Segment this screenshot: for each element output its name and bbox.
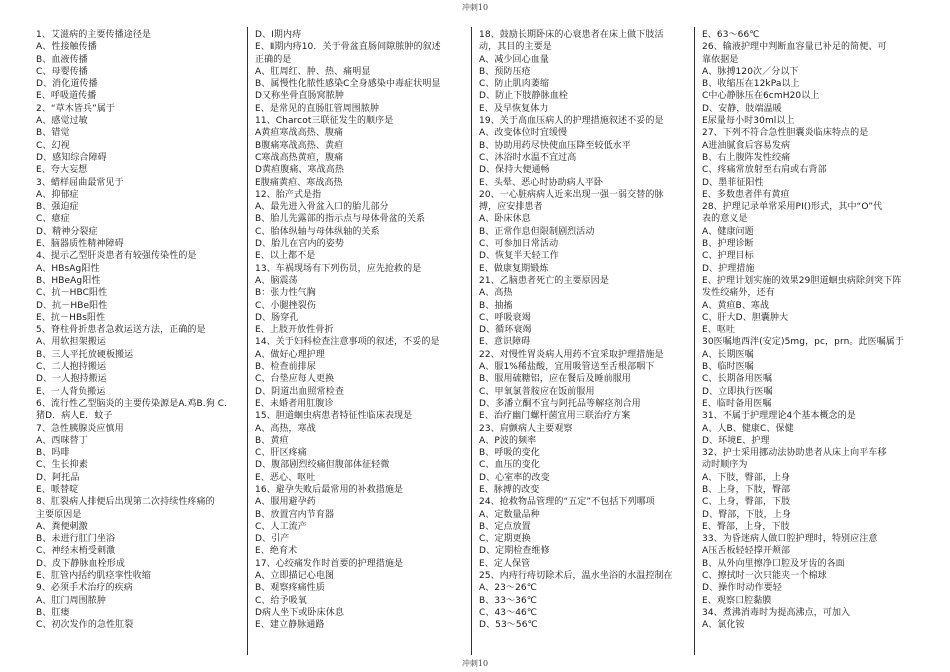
page-header: 冲刺10 xyxy=(461,3,489,12)
text-line: C、上身，臀部，下肢 xyxy=(702,497,791,508)
text-line: 16、避孕失败后最常用的补救措施是 xyxy=(255,484,404,495)
text-line: B、服用硫糖铝，应在餐后及睡前服用 xyxy=(479,374,631,385)
text-line: C、防止肌肉萎缩 xyxy=(479,79,550,90)
text-line: A、立即描记心电图 xyxy=(255,571,335,582)
text-line: A、氯化铵 xyxy=(702,620,745,631)
text-line: C、胎体纵轴与母体纵轴的关系 xyxy=(255,226,380,237)
text-line: D、53～56℃ xyxy=(479,620,538,631)
text-line: B、33～36℃ xyxy=(479,595,537,606)
text-line: 19、关于高血压病人的护理措施叙述不妥的是 xyxy=(479,116,664,127)
text-line: E、恶心、呕吐 xyxy=(255,472,316,483)
text-line: C、小腿挫裂伤 xyxy=(255,300,316,311)
text-line: B、错觉 xyxy=(36,128,70,139)
text-line: A、做好心理护理 xyxy=(255,349,325,360)
text-line: D、心室率的改变 xyxy=(479,472,550,483)
text-line: D、臀部，下肢，上身 xyxy=(702,509,791,520)
text-line: C、擦拭时一次只能夹一个棉球 xyxy=(702,571,827,582)
text-line: 猪D．病人E．蚊子 xyxy=(36,411,113,422)
text-line: A、长期医嘱 xyxy=(702,349,754,360)
text-line: E、定人保管 xyxy=(479,558,531,569)
text-line: B、吗啡 xyxy=(36,448,70,459)
text-line: 25、内痔行痔切除术后，温水坐浴的水温控制在 xyxy=(479,571,673,582)
text-line: C、呼吸衰竭 xyxy=(479,312,531,323)
text-line: D、抗－HBe阳性 xyxy=(36,300,108,311)
text-line: B、临时医嘱 xyxy=(702,362,754,373)
text-line: E、护理计划实施的效果29胆道蛔虫病除剑突下阵 xyxy=(702,275,902,286)
text-line: E、臀部，上身，下肢 xyxy=(702,521,790,532)
text-line: 31、不属于护理理论4个基本概念的是 xyxy=(702,411,856,422)
text-line: A压舌板轻轻撑开颊部 xyxy=(702,546,791,557)
text-line: 8、肛裂病人排便后出现第二次持续性疼痛的 xyxy=(36,497,215,508)
text-line: 9、必须手术治疗的疾病 xyxy=(36,583,133,594)
text-line: C、定期更换 xyxy=(479,534,531,545)
text-line: 搏，应安排患者 xyxy=(479,202,543,213)
text-line: A、下肢，臀部，上身 xyxy=(702,472,791,483)
text-line: E、肛管内括约肌痉挛性收缩 xyxy=(36,571,151,582)
text-line: E、以上都不是 xyxy=(255,251,316,262)
text-line: D、防止下肢静脉血栓 xyxy=(479,91,568,102)
text-line: 32、护士采用挪动法协助患者从床上向平车移 xyxy=(702,448,887,459)
text-line: A、最先进入骨盆入口的胎儿部分 xyxy=(255,202,389,213)
text-line: B、未进行肛门坐浴 xyxy=(36,534,116,545)
text-line: 靠依据是 xyxy=(702,54,739,65)
text-line: E、哌替啶 xyxy=(36,484,79,495)
text-line: B、收缩压在12kPa以上 xyxy=(702,79,800,90)
text-line: C、血压的变化 xyxy=(479,460,540,471)
text-line: A、感觉过敏 xyxy=(36,116,88,127)
text-line: E、治疗幽门螺杆菌宜用三联治疗方案 xyxy=(479,411,631,422)
text-line: C、可参加日常活动 xyxy=(479,239,559,250)
text-line: D、感知综合障碍 xyxy=(36,152,107,163)
text-line: E、Ⅱ期内痔10．关于骨盆直肠间隙脓肿的叙述 xyxy=(255,42,441,53)
text-line: 14、关于妇科检查注意事项的叙述，不妥的是 xyxy=(255,337,440,348)
text-line: 26、输液护理中判断血容量已补足的简便、可 xyxy=(702,42,887,53)
text-line: 17、心绞痛发作时首要的护理措施是 xyxy=(255,558,404,569)
text-line: B、定点放置 xyxy=(479,521,531,532)
text-line: D、阴道出血照常检查 xyxy=(255,386,344,397)
text-line: B腹痛寒战高热、黄疸 xyxy=(255,140,344,151)
text-line: A进油腻食后容易发病 xyxy=(702,140,791,151)
text-line: B、黄疸 xyxy=(255,435,289,446)
text-line: 发性绞痛外，还有 xyxy=(702,288,775,299)
text-line: D、腹部剧烈绞痛但腹部体征轻微 xyxy=(255,460,390,471)
text-line: E、63～66℃ xyxy=(702,30,760,40)
text-line: A、服用避孕药 xyxy=(255,497,316,508)
text-line: D、操作时动作要轻 xyxy=(702,583,782,594)
text-line: 33、为昏迷病人做口腔护理时，特别应注意 xyxy=(702,534,878,545)
text-line: A、性接触传播 xyxy=(36,42,97,53)
text-line: B、胎儿先露部的指示点与母体骨盆的关系 xyxy=(255,214,426,225)
text-line: D、护理措施 xyxy=(702,263,755,274)
text-line: E、建立静脉通路 xyxy=(255,620,325,631)
text-line: E、头晕、恶心时协助病人平卧 xyxy=(479,177,604,188)
text-line: 3、蜡样屈曲最常见于 xyxy=(36,177,124,188)
text-line: 动时顺序为 xyxy=(702,460,748,471)
text-line: D、保持大便通畅 xyxy=(479,165,550,176)
text-line: C、护理目标 xyxy=(702,251,754,262)
text-line: A、高热 xyxy=(479,288,513,299)
text-line: C、肝大D、胆囊肿大 xyxy=(702,312,789,323)
text-line: B、护理诊断 xyxy=(702,239,754,250)
text-line: D、消化道传播 xyxy=(36,79,98,90)
text-line: C、43～46℃ xyxy=(479,607,538,618)
text-line: 15、胆道蛔虫病患者特征性临床表现是 xyxy=(255,411,413,422)
text-line: D又称坐骨直肠窝脓肿 xyxy=(255,91,344,102)
text-line: D、墨菲征阳性 xyxy=(702,177,764,188)
text-line: B、从外向里擦净口腔及牙齿的各面 xyxy=(702,558,845,569)
text-line: E、呼吸道传播 xyxy=(36,91,97,102)
text-line: B、上身，下肢，臀部 xyxy=(702,484,791,495)
column-1 xyxy=(36,29,264,653)
text-line: E、上肢开放性骨折 xyxy=(255,325,334,336)
text-line: C、初次发作的急性肛裂 xyxy=(36,620,134,631)
text-line: C、疼痛常放射至右肩或右背部 xyxy=(702,165,827,176)
text-line: A、西咪替丁 xyxy=(36,435,88,446)
text-line: C、沐浴时水温不宜过高 xyxy=(479,152,577,163)
text-line: C、人工流产 xyxy=(255,521,307,532)
text-line: B、协助用药尽快使血压降至较低水平 xyxy=(479,140,631,151)
text-line: A、黄疸B、寒战 xyxy=(702,300,770,311)
text-line: E腹痛黄疸、寒战高热 xyxy=(255,177,343,188)
text-line: 22、对慢性胃炎病人用药不宜采取护理措施是 xyxy=(479,349,664,360)
text-line: C、长期备用医嘱 xyxy=(702,374,773,385)
column-2 xyxy=(255,29,483,653)
text-line: D、恢复半天轻工作 xyxy=(479,251,559,262)
text-line: B、抽搐 xyxy=(479,300,513,311)
text-line: 24、抢救物品管理的“五定”不包括下列哪项 xyxy=(479,497,655,508)
text-line: E、抗－HBs阳性 xyxy=(36,312,106,323)
text-line: B、血液传播 xyxy=(36,54,88,65)
text-line: C、甲氧氯普胺应在饭前服用 xyxy=(479,386,595,397)
text-line: B、放置宫内节育器 xyxy=(255,509,335,520)
text-line: A、健康问题 xyxy=(702,226,754,237)
text-line: 18、鼓励长期卧床的心衰患者在床上做下肢活 xyxy=(479,30,664,40)
text-line: D、循环衰竭 xyxy=(479,325,532,336)
text-line: B、观察疼痛性质 xyxy=(255,583,325,594)
text-line: 正确的是 xyxy=(255,54,292,65)
text-line: D、精神分裂症 xyxy=(36,226,98,237)
text-line: 27、下列不符合急性胆囊炎临床特点的是 xyxy=(702,128,869,139)
text-line: B：张力性气胸 xyxy=(255,288,316,299)
text-line: C、给予吸氧 xyxy=(255,595,307,606)
text-line: 表的意义是 xyxy=(702,214,748,225)
text-line: 21、乙脑患者死亡的主要原因是 xyxy=(479,275,609,286)
text-line: E、一人背负搬运 xyxy=(36,386,106,397)
text-line: C、母婴传播 xyxy=(36,66,88,77)
text-line: A、高热，寒战 xyxy=(255,423,316,434)
text-line: C、生长抑素 xyxy=(36,460,88,471)
text-line: 12、胎产式是指 xyxy=(255,189,322,200)
text-line: C、神经末梢受刺激 xyxy=(36,546,116,557)
column-3 xyxy=(479,29,707,653)
text-line: E、观察口腔黏膜 xyxy=(702,595,772,606)
text-line: A、改变体位时宜缓慢 xyxy=(479,128,568,139)
text-line: E、脉搏的改变 xyxy=(479,484,540,495)
text-line: D、一人抱持搬运 xyxy=(36,374,107,385)
text-line: 2、“草木皆兵”属于 xyxy=(36,103,116,114)
text-line: B、右上腹阵发性绞痛 xyxy=(702,152,791,163)
text-line: D、安静，肢端温暖 xyxy=(702,103,782,114)
text-line: 7、急性胰腺炎应慎用 xyxy=(36,423,124,434)
text-line: 4、提示乙型肝炎患者有较强传染性的是 xyxy=(36,251,197,262)
text-line: A、脉搏120次／分以下 xyxy=(702,66,799,77)
text-line: D黄疸腹痛、寒战高热 xyxy=(255,165,344,176)
text-line: 20、一心脏病病人近来出现一强一弱交替的脉 xyxy=(479,189,664,200)
text-line: C中心静脉压在6cmH20以上 xyxy=(702,91,820,102)
text-line: C、二人抱持搬运 xyxy=(36,362,107,373)
text-line: D、定期检查维修 xyxy=(479,546,550,557)
text-line: A、肛门周围脓肿 xyxy=(36,595,106,606)
text-line: 11、Charcot三联征发生的顺序是 xyxy=(255,116,394,127)
text-line: E、绝育术 xyxy=(255,546,298,557)
text-line: D、环境E、护理 xyxy=(702,435,770,446)
text-line: A、脑震荡 xyxy=(255,275,298,286)
text-line: A黄疸寒战高热、腹痛 xyxy=(255,128,344,139)
text-line: A、定数量品种 xyxy=(479,509,540,520)
text-line: 30医嘱地西泮(安定)5mg，pc，prn。此医嘱属于 xyxy=(702,337,905,348)
text-line: D、引产 xyxy=(255,534,290,545)
text-line: E、多数患者伴有黄疸 xyxy=(702,189,790,200)
text-line: D、胎儿在宫内的姿势 xyxy=(255,239,344,250)
text-line: A、用软担架搬运 xyxy=(36,337,106,348)
text-line: 主要原因是 xyxy=(36,509,82,520)
text-line: B、HBeAg阳性 xyxy=(36,275,101,286)
text-line: C寒战高热黄疸，腹痛 xyxy=(255,152,344,163)
text-line: C、癔症 xyxy=(36,214,70,225)
column-4 xyxy=(702,29,930,653)
text-line: E、未婚者用肛腹诊 xyxy=(255,398,334,409)
text-line: 13、车祸现场有下列伤员，应先抢救的是 xyxy=(255,263,422,274)
text-line: B、强迫症 xyxy=(36,202,79,213)
text-line: E、及早恢复体力 xyxy=(479,103,549,114)
text-line: 34、煮沸消毒时为提高沸点，可加入 xyxy=(702,607,851,618)
text-line: B、正常作息但限制剧烈活动 xyxy=(479,226,595,237)
text-line: B、预防压疮 xyxy=(479,66,531,77)
text-line: C、抗－HBC阳性 xyxy=(36,288,108,299)
text-line: D、皮下静脉血栓形成 xyxy=(36,558,125,569)
text-line: E、意识障碍 xyxy=(479,337,531,348)
text-line: E、是常见的直肠肛管周围脓肿 xyxy=(255,103,380,114)
text-line: B、呼吸的变化 xyxy=(479,448,540,459)
text-line: E、做康复期锻炼 xyxy=(479,263,549,274)
text-line: D、立即执行医嘱 xyxy=(702,386,773,397)
text-line: A、人B、健康C、保健 xyxy=(702,423,794,434)
text-line: D、阿托品 xyxy=(36,472,80,483)
text-line: E、临时备用医嘱 xyxy=(702,398,772,409)
text-line: E尿量每小时30ml以上 xyxy=(702,116,795,127)
text-line: D、多潘立酮不宜与阿托品等解痉剂合用 xyxy=(479,398,641,409)
page-footer: 冲刺10 xyxy=(461,659,489,668)
text-line: D病人坐下或卧床休息 xyxy=(255,607,344,618)
text-line: 23、肩颤病人主要观察 xyxy=(479,423,573,434)
text-line: A、粪便刺激 xyxy=(36,521,88,532)
text-line: B、肛瘘 xyxy=(36,607,70,618)
text-line: B、检查前排尿 xyxy=(255,362,316,373)
text-line: C、肝区疼痛 xyxy=(255,448,307,459)
text-line: 6、流行性乙型脑炎的主要传染源是A.鸡B.狗 C. xyxy=(36,398,228,409)
text-line: A、卧床休息 xyxy=(479,214,531,225)
text-line: E、呕吐 xyxy=(702,325,736,336)
text-line: C、台垫应每人更换 xyxy=(255,374,335,385)
text-line: A、服1%稀盐酸，宜用吸管送至舌根部咽下 xyxy=(479,362,655,373)
text-line: 5、脊柱骨折患者急救运送方法，正确的是 xyxy=(36,325,206,336)
text-line: B、属慢性化脓性感染C全身感染中毒症状明显 xyxy=(255,79,441,90)
text-line: 1、艾滋病的主要传播途径是 xyxy=(36,30,152,40)
text-line: A、HBsAg阳性 xyxy=(36,263,100,274)
text-line: D、Ⅰ期内痔 xyxy=(255,30,302,40)
text-line: A、肛周红、肿、热、痛明显 xyxy=(255,66,371,77)
text-line: E、脑器质性精神障碍 xyxy=(36,239,124,250)
text-line: D、肠穿孔 xyxy=(255,312,299,323)
text-line: A、23～26℃ xyxy=(479,583,537,594)
text-line: A、P波的频率 xyxy=(479,435,537,446)
text-line: C、幻视 xyxy=(36,140,70,151)
text-line: E、夸大妄想 xyxy=(36,165,88,176)
text-line: B、三人平托放硬板搬运 xyxy=(36,349,134,360)
text-line: A、抑郁症 xyxy=(36,189,79,200)
text-line: 动，其目的主要是 xyxy=(479,42,552,53)
text-line: A、减少回心血量 xyxy=(479,54,549,65)
text-line: 28、护理记录单常采用PI()形式，其中“O”代 xyxy=(702,202,883,213)
